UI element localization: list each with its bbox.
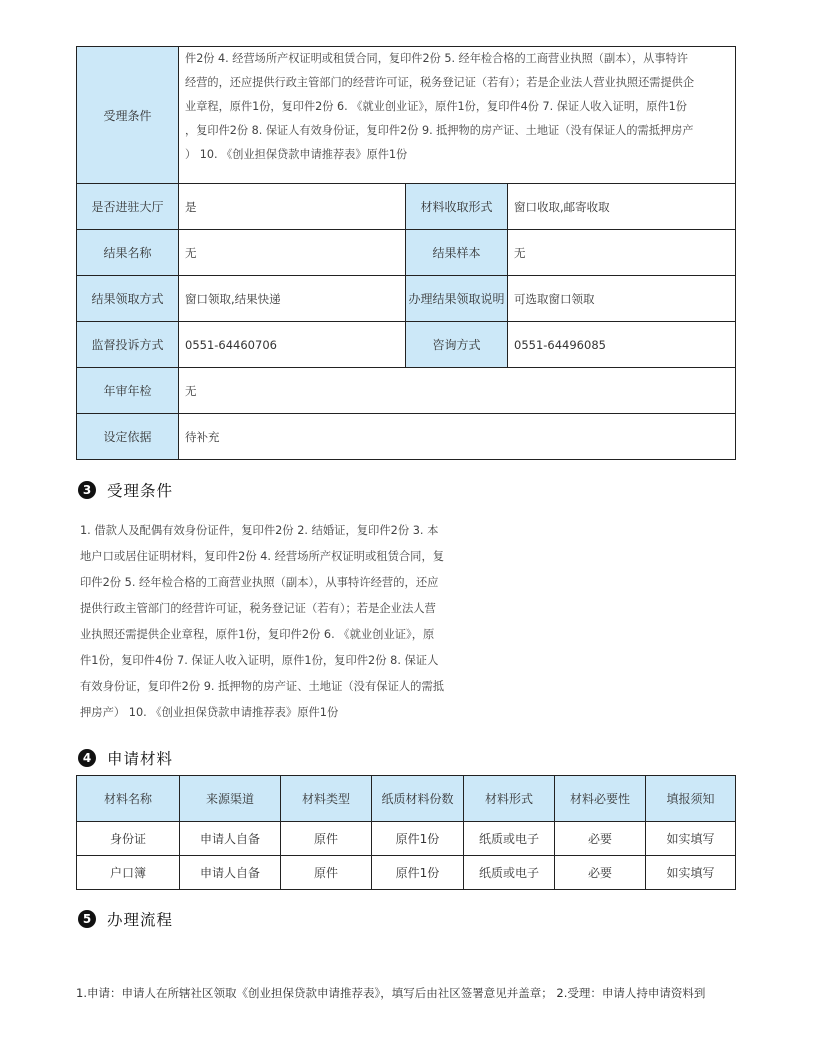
result-name-value: 无	[179, 230, 406, 276]
table-cell: 纸质或电子	[464, 856, 555, 890]
paragraph-line: 押房产） 10. 《创业担保贷款申请推荐表》原件1份	[80, 706, 339, 719]
table-cell: 必要	[555, 822, 646, 856]
column-header: 材料名称	[77, 776, 180, 822]
pickup-method-label: 结果领取方式	[77, 276, 179, 322]
table-cell: 申请人自备	[180, 856, 281, 890]
result-name-label: 结果名称	[77, 230, 179, 276]
table-row	[77, 822, 736, 856]
table-cell: 原件	[281, 856, 372, 890]
acceptance-line: ，复印件2份 8. 保证人有效身份证，复印件2份 9. 抵押物的房产证、土地证（没有保证人的需抵押房产	[185, 124, 694, 137]
column-header: 来源渠道	[180, 776, 281, 822]
result-sample-value: 无	[508, 230, 736, 276]
paragraph-line: 地户口或居住证明材料，复印件2份 4. 经营场所产权证明或租赁合同，复	[80, 550, 445, 563]
table-cell: 户口簿	[77, 856, 180, 890]
column-header: 填报须知	[646, 776, 736, 822]
table-cell: 申请人自备	[180, 822, 281, 856]
hall-label: 是否进驻大厅	[77, 184, 179, 230]
result-row	[77, 230, 736, 276]
consult-label: 咨询方式	[406, 322, 508, 368]
consult-phone: 0551-64496085	[508, 322, 736, 368]
basis-row	[77, 414, 736, 460]
table-row	[77, 856, 736, 890]
collection-form-value: 窗口收取,邮寄收取	[508, 184, 736, 230]
acceptance-line: 业章程，原件1份，复印件2份 6. 《就业创业证》，原件1份，复印件4份 7. 保证人收入证明，原件1份	[185, 100, 687, 113]
table-cell: 原件1份	[372, 822, 464, 856]
table-cell: 如实填写	[646, 856, 736, 890]
column-header: 材料形式	[464, 776, 555, 822]
section-5-heading	[78, 908, 173, 930]
column-header: 材料必要性	[555, 776, 646, 822]
paragraph-line: 件1份，复印件4份 7. 保证人收入证明，原件1份，复印件2份 8. 保证人	[80, 654, 439, 667]
paragraph-line: 有效身份证，复印件2份 9. 抵押物的房产证、土地证（没有保证人的需抵	[80, 680, 445, 693]
acceptance-row	[77, 47, 736, 184]
section-title: 受理条件	[107, 482, 174, 500]
table-cell: 必要	[555, 856, 646, 890]
materials-table	[76, 775, 736, 890]
annual-row	[77, 368, 736, 414]
acceptance-conditions-text	[80, 518, 472, 726]
acceptance-line: 件2份 4. 经营场所产权证明或租赁合同，复印件2份 5. 经年检合格的工商营业执照（副本），从事特许	[185, 52, 688, 65]
pickup-note-label: 办理结果领取说明	[406, 276, 508, 322]
process-steps-text: 1.申请：申请人在所辖社区领取《创业担保贷款申请推荐表》，填写后由社区签署意见并盖章； 2.受理：申请人持申请资料到	[76, 986, 706, 1000]
section-title: 申请材料	[107, 750, 174, 768]
acceptance-line: ） 10. 《创业担保贷款申请推荐表》原件1份	[185, 148, 408, 161]
section-number-badge: 4	[78, 749, 96, 767]
section-4-heading	[78, 747, 173, 769]
column-header: 纸质材料份数	[372, 776, 464, 822]
section-3-heading	[78, 479, 173, 501]
hall-value: 是	[179, 184, 406, 230]
collection-form-label: 材料收取形式	[406, 184, 508, 230]
paragraph-line: 印件2份 5. 经年检合格的工商营业执照（副本），从事特许经营的，还应	[80, 576, 439, 589]
basis-label: 设定依据	[77, 414, 179, 460]
complaint-row	[77, 322, 736, 368]
table-cell: 如实填写	[646, 822, 736, 856]
pickup-note-value: 可选取窗口领取	[508, 276, 736, 322]
acceptance-line: 经营的，还应提供行政主管部门的经营许可证，税务登记证（若有）；若是企业法人营业执照还需提供企	[185, 76, 695, 89]
table-cell: 原件1份	[372, 856, 464, 890]
table-header-row	[77, 776, 736, 822]
section-number-badge: 5	[78, 910, 96, 928]
paragraph-line: 提供行政主管部门的经营许可证，税务登记证（若有）；若是企业法人营	[80, 602, 436, 615]
complaint-label: 监督投诉方式	[77, 322, 179, 368]
hall-row	[77, 184, 736, 230]
acceptance-label: 受理条件	[77, 47, 179, 184]
basis-value: 待补充	[179, 414, 736, 460]
complaint-phone: 0551-64460706	[179, 322, 406, 368]
section-number-badge: 3	[78, 481, 96, 499]
annual-value: 无	[179, 368, 736, 414]
paragraph-line: 1. 借款人及配偶有效身份证件，复印件2份 2. 结婚证，复印件2份 3. 本	[80, 524, 439, 537]
table-cell: 身份证	[77, 822, 180, 856]
table-cell: 纸质或电子	[464, 822, 555, 856]
annual-label: 年审年检	[77, 368, 179, 414]
pickup-method-value: 窗口领取,结果快递	[179, 276, 406, 322]
info-table	[76, 46, 736, 460]
pickup-row	[77, 276, 736, 322]
acceptance-value	[179, 47, 736, 184]
result-sample-label: 结果样本	[406, 230, 508, 276]
column-header: 材料类型	[281, 776, 372, 822]
table-cell: 原件	[281, 822, 372, 856]
paragraph-line: 业执照还需提供企业章程，原件1份，复印件2份 6. 《就业创业证》，原	[80, 628, 435, 641]
section-title: 办理流程	[107, 911, 174, 929]
